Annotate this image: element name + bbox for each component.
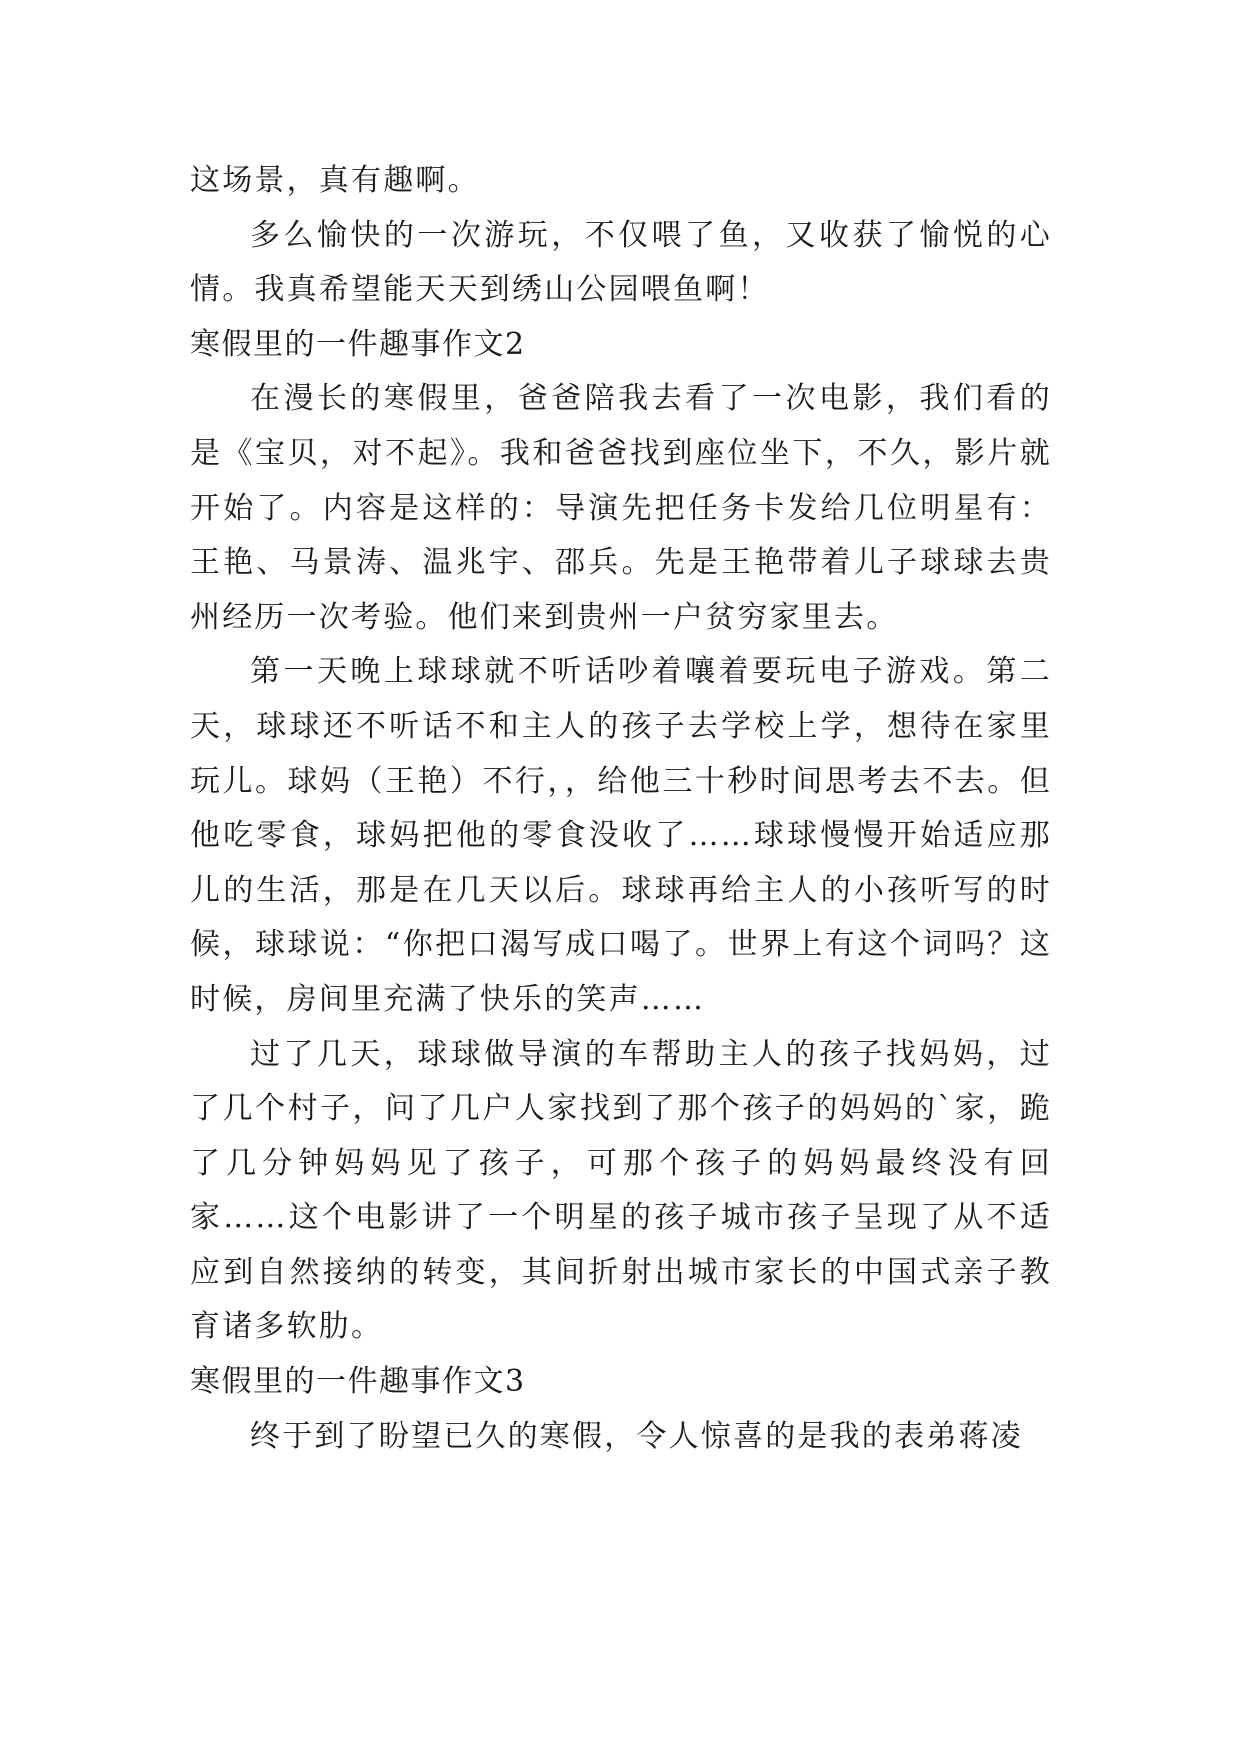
- paragraph-winter-vacation-start: 终于到了盼望已久的寒假，令人惊喜的是我的表弟蒋凌: [250, 1418, 1023, 1454]
- paragraph-finding-mother: 过了几天，球球做导演的车帮助主人的孩子找妈妈，过了几个村子，问了几户人家找到了那个孩子的妈妈的`家，跪了几分钟妈妈见了孩子，可那个孩子的妈妈最终没有回家……这个电影讲了一个明星的孩子城市孩子呈现了从不适应到自然接纳的转变，其间折射出城市家长的中国式亲子教育诸多软肋。: [190, 1036, 1052, 1345]
- paragraph-fish-scene-end: 这场景，真有趣啊。: [190, 163, 480, 198]
- paragraph-movie-intro: 在漫长的寒假里，爸爸陪我去看了一次电影，我们看的是《宝贝，对不起》。我和爸爸找到座位坐下，不久，影片就开始了。内容是这样的：导演先把任务卡发给几位明星有：王艳、马景涛、温兆宇、邵兵。先是王艳带着儿子球球去贵州经历一次考验。他们来到贵州一户贫穷家里去。: [190, 381, 1052, 635]
- paragraph-qiuqiu-first-day: 第一天晚上球球就不听话吵着嚷着要玩电子游戏。第二天，球球还不听话不和主人的孩子去学校上学，想待在家里玩儿。球妈（王艳）不行，，给他三十秒时间思考去不去。但他吃零食，球妈把他的零食没收了……球球慢慢开始适应那儿的生活，那是在几天以后。球球再给主人的小孩听写的时候，球球说：“你把口渴写成口喝了。世界上有这个词吗？这时候，房间里充满了快乐的笑声……: [190, 654, 1052, 1017]
- document-body: [190, 154, 1052, 1464]
- essay-3-heading: 寒假里的一件趣事作文3: [190, 1364, 526, 1400]
- essay-2-heading: 寒假里的一件趣事作文2: [190, 326, 526, 362]
- paragraph-park-trip: 多么愉快的一次游玩，不仅喂了鱼，又收获了愉悦的心情。我真希望能天天到绣山公园喂鱼啊！: [190, 217, 1052, 308]
